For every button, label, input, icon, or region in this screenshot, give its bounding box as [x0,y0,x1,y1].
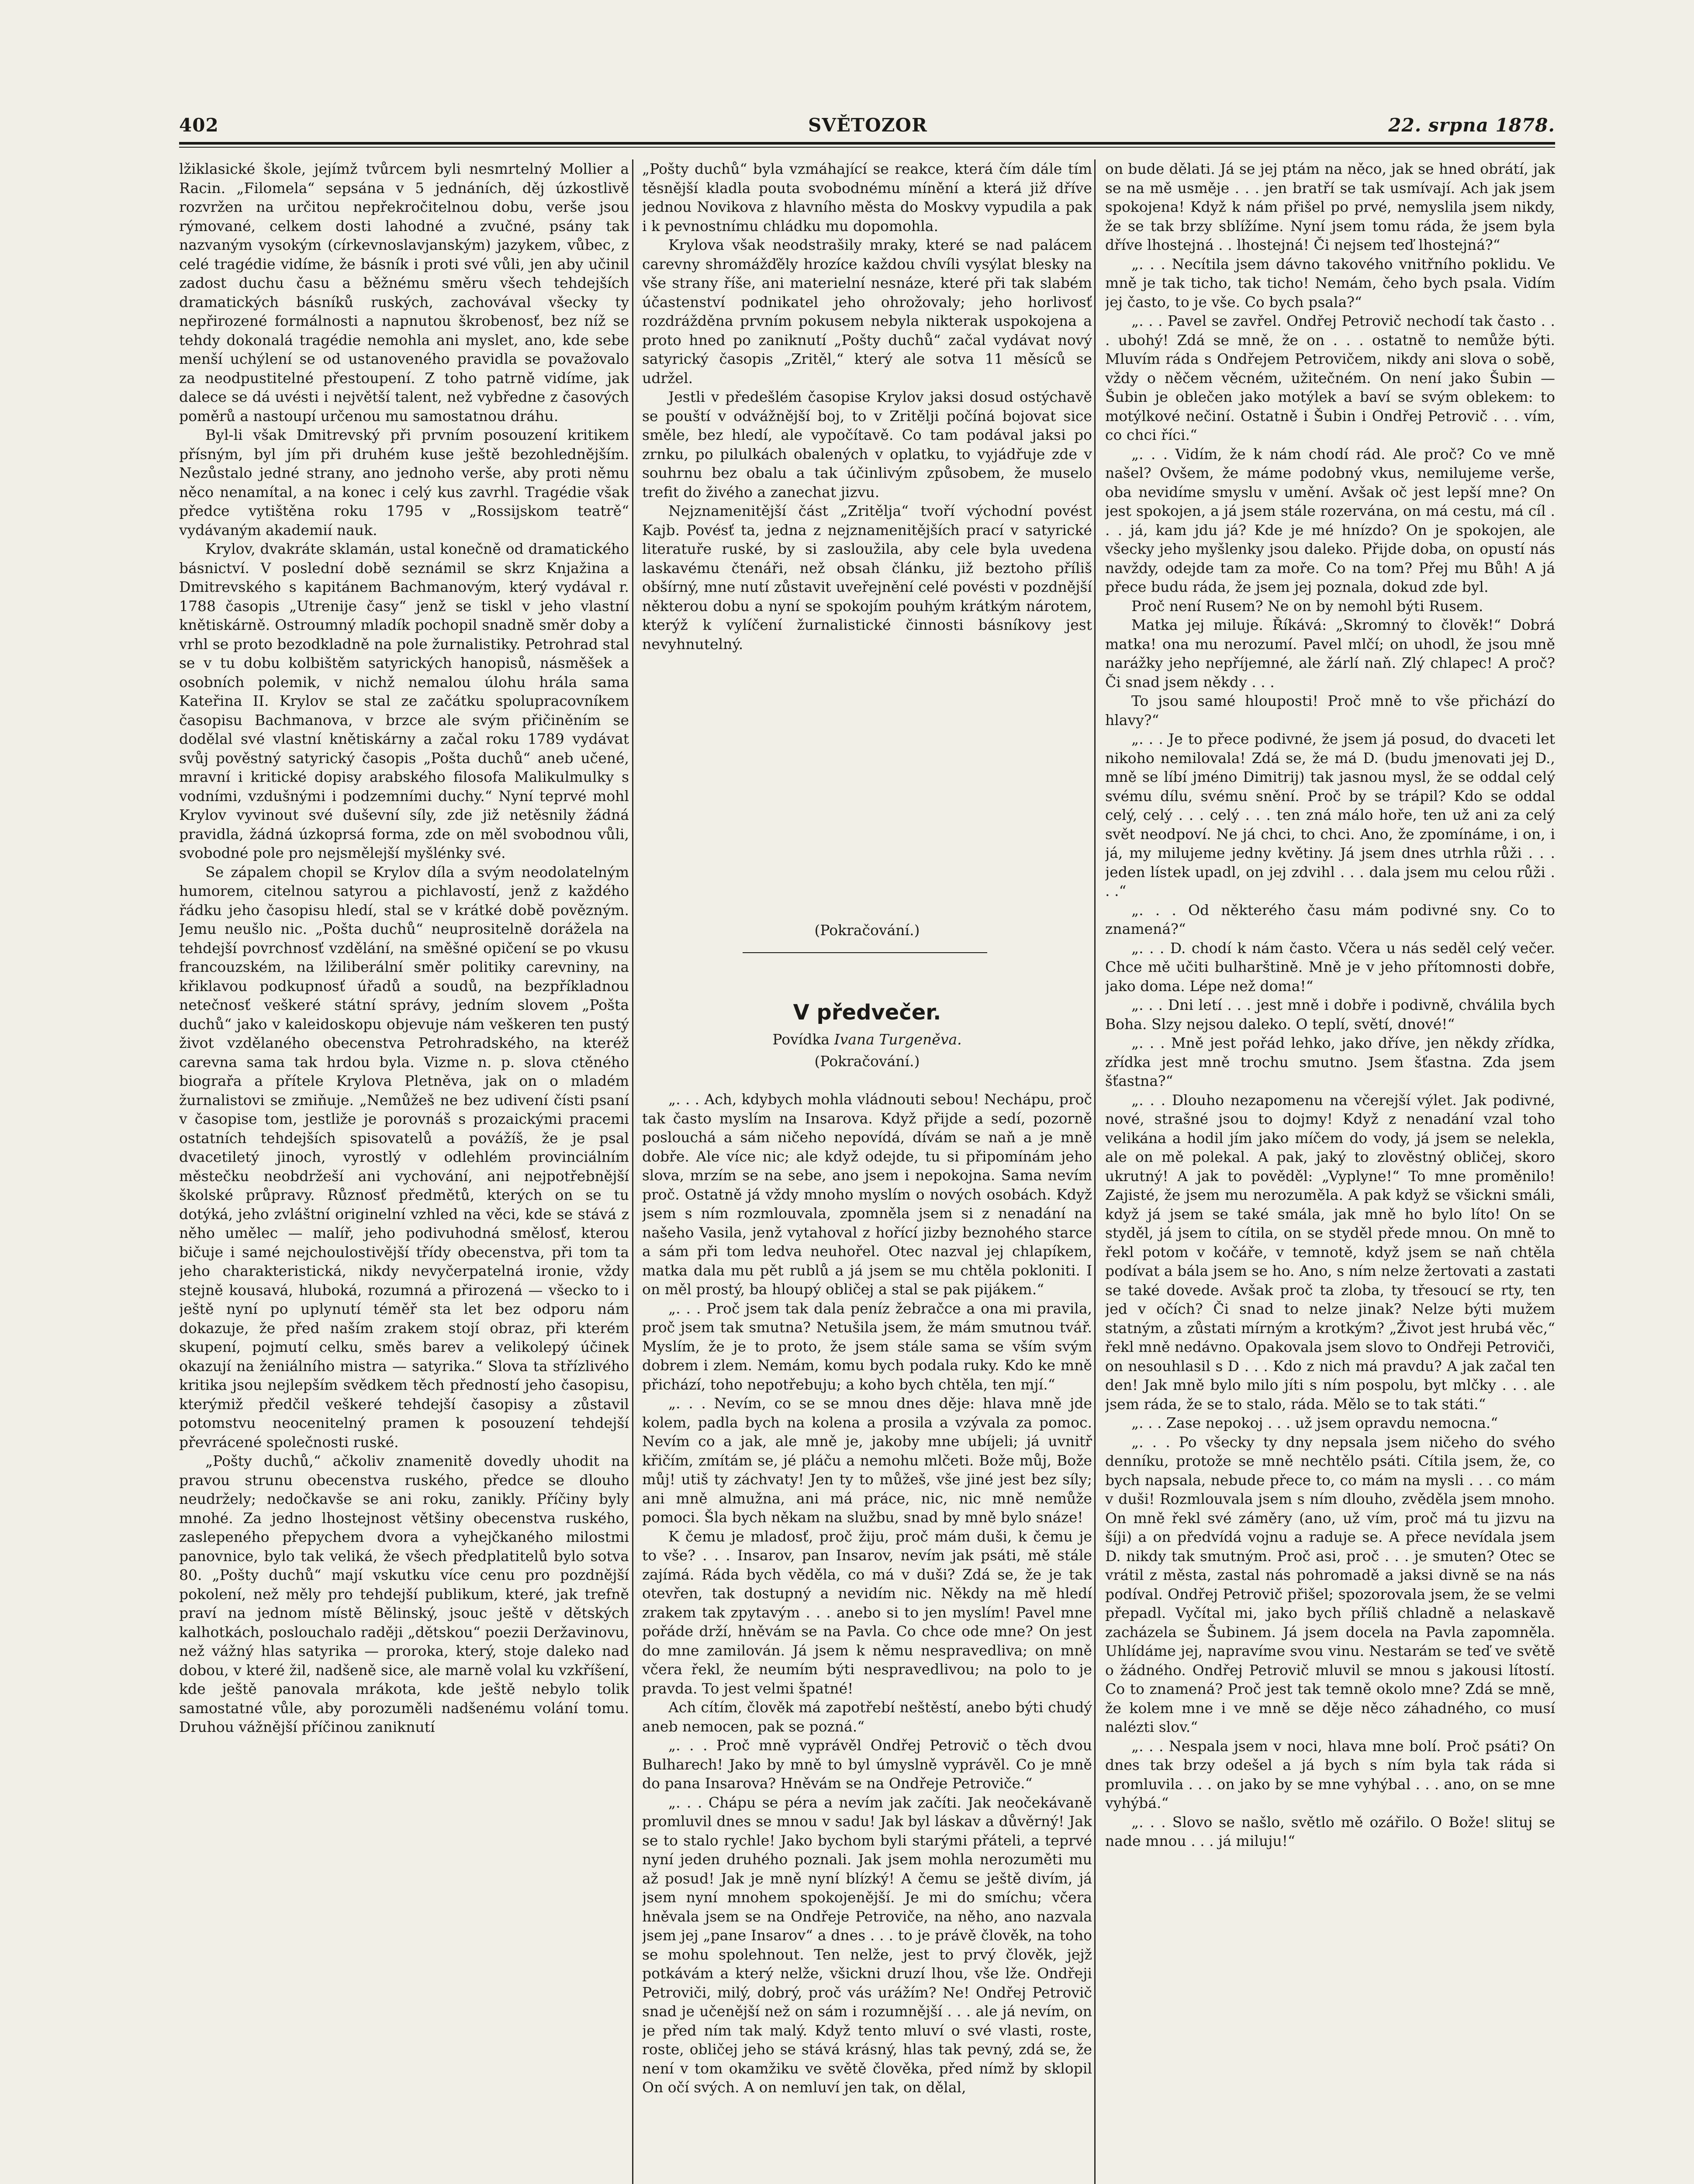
journal-title: SVĚTOZOR [808,114,927,136]
paragraph: Byl-li však Dmitrevský při prvním posouzení kritikem přísným, byl jím při druhém kuse ještě bezohlednějším. Nezůstalo jedné strany, ano jednoho verše, aby proti němu něco nenamítal, a na konec i celý kus zavrhl. Tragédie však předce vytištěna roku 1795 v „Rossijskom teatrě“ vydávaným akademií nauk. [179,426,629,539]
paragraph: „. . . Mně jest pořád lehko, jako dříve, jen někdy zřídka, zřídka jest mně trochu smutno. Jsem šťastna. Zda jsem šťastna?“ [1105,1034,1555,1089]
paragraph: K čemu je mladosť, proč žiju, proč mám duši, k čemu je to vše? . . . Insarov, pan Insarov, nevím jak psáti, mě stále zajímá. Ráda bych věděla, co má v duši? Zdá se, že je tak otevřen, tak dostupný a nevidím nic. Někdy na mě hledí zrakem tak zpytavým . . . anebo si to jen myslím! Pavel mne pořáde drží, hněvám se na Pavla. Co chce ode mne? On jest do mne zamilován. Já jsem k němu nespravedliva; on mně včera řekl, že neumím býti nespravedlivou; na polo to je pravda. To jest velmi špatné! [642,1527,1092,1697]
paragraph: Krylov, dvakráte sklamán, ustal konečně od dramatického básnictví. V poslední době seznámil se skrz Knjažina a Dmitrevského s kapitánem Bachmanovým, který vydával r. 1788 časopis „Utrenije časy“ jenž se tiskl v jeho vlastní knětiskárně. Ostroumný mladík pochopil snadně směr doby a vrhl se proto bezodkladně na pole žurnalistiky. Petrohrad stal se v tu dobu kolbištěm satyrických hanopisů, násměšek a osobních polemik, v nichž nemalou úlohu hrála sama Kateřina II. Krylov se stal ze začátku spolupracovníkem časopisu Bachmanova, v brzce ale svým přičiněním se dodělal své vlastní knětiskárny a začal roku 1789 vydávat svůj pověstný satyrický časopis „Pošta duchů“ aneb učené, mravní i kritické dopisy arabského filosofa Malikulmulky s vodními, vzdušnými i podzemními duchy.“ Nyní teprvé mohl Krylov vyvinout své duševní síly, zde již netěsnily žádná pravidla, žádná úzkoprsá forma, zde on měl svobodnou vůli, svobodné pole pro nejsmělejší myšlénky své. [179,540,629,861]
paragraph: „. . . Je to přece podivné, že jsem já posud, do dvaceti let nikoho nemilovala! Zdá se, že má D. (budu jmenovati jej D., mně se líbí jméno Dimitrij) tak jasnou mysl, že se oddal celý svému dílu, svému snění. Proč by se trápil? Kdo se oddal celý, celý . . . celý . . . ten zná málo hoře, ten už ani za celý svět neodpoví. Ne já chci, to chci. Ano, že zpomínáme, i on, i já, my milujeme jedny květiny. Já jsem dnes utrhla růži . . . jeden lístek upadl, on jej zdvihl . . . dala jsem mu celou růži . . .“ [1105,730,1555,899]
paragraph: „. . . D. chodí k nám často. Včera u nás seděl celý večer. Chce mě učiti bulharštině. Mně je v jeho přítomnosti dobře, jako doma. Lépe než doma!“ [1105,939,1555,995]
paragraph: „. . . Proč mně vyprávěl Ondřej Petrovič o těch dvou Bulharech! Jako by mně to byl úmyslně vyprávěl. Co je mně do pana Insarova? Hněvám se na Ondřeje Petroviče.“ [642,1737,1092,1792]
byline-prefix: Povídka [772,1031,834,1048]
header-rule-thick [179,142,1555,145]
paragraph: „. . . Necítila jsem dávno takového vnitřního poklidu. Ve mně je tak ticho, tak ticho! Nemám, čeho bych psala. Vidím jej často, to je vše. Co bych psala?“ [1105,255,1555,311]
paragraph: on bude dělati. Já se jej ptám na něco, jak se hned obrátí, jak se na mě usměje . . . jen bratří se tak usmívají. Ach jak jsem spokojena! Když k nám přišel po prvé, nemyslila jsem nikdy, že se tak brzy sblížíme. Nyní jsem tomu ráda, že jsem byla dříve lhostejná . . lhostejná! Či nejsem teď lhostejná?“ [1105,160,1555,253]
paragraph: Nejznamenitější část „Zritělja“ tvoří východní povést Kajb. Povésť ta, jedna z nejznamenitějších prací v satyrické literatuře ruské, by si zasloužila, aby cele byla uvedena laskavému čtenáři, než obsah článku, již beztoho příliš obšírný, mne nutí zůstavit uveřejnění celé povésti v pozdnější některou dobu a nyní se spokojím pouhým krátkým nárotem, kterýž k vylíčení žurnalistické činnosti básníkovy jest nevyhnutelný. [642,502,1092,653]
paragraph: „. . . Nespala jsem v noci, hlava mne bolí. Proč psáti? On dnes tak brzy odešel a já bych s ním byla tak ráda si promluvila . . . on jako by se mne vyhýbal . . . ano, on se mne vyhýbá.“ [1105,1737,1555,1811]
section-separator [743,952,987,953]
paragraph: „. . . Slovo se našlo, světlo mě ozářilo. O Bože! slituj se nade mnou . . . já miluju!“ [1105,1813,1555,1849]
header-rule-thin [179,147,1555,148]
story-byline [642,1031,1092,1048]
column-2-story [642,1090,1092,2184]
page-number: 402 [179,114,219,136]
page-header [179,114,1555,141]
paragraph: Ach cítím, člověk má zapotřebí neštěstí, anebo býti chudý aneb nemocen, pak se pozná.“ [642,1699,1092,1735]
paragraph: Se zápalem chopil se Krylov díla a svým neodolatelným humorem, citelnou satyrou a pichlavostí, jenž z každého řádku jeho časopisu hledí, stal se v krátké době povězným. Jemu neušlo nic. „Pošta duchů“ neuprositelně dorážela na tehdejší povrchnosť vzdělání, na směšné opičení se po vkusu francouzském, na lžiliberální směr politiky carevniny, na křiklavou podkupnosť úřadů a soudů, na bezpříkladnou netečnosť veškeré státní správy, jedním slovem „Pošta duchů“ jako v kaleidoskopu objevuje nám veškeren ten pustý život vzdělaného obecenstva Petrohradského, na kteréž carevna sama tak hrdou byla. Vizme n. p. slova ctěného biograřa a přítele Krylova Pletněva, jak on o mladém žurnalistovi se zmiňuje. „Nemůžeš ne bez udivení čísti psaní v časopise tom, jestliže je porovnáš s prozaickými pracemi ostatních tehdejších spisovatelů a povážíš, že je psal dvacetiletý jinoch, vyrostlý v odlehlém provinciálním městečku neobdržeší ani vychování, ani nejpotřebnější školské průpravy. Různosť předmětů, kterých on se tu dotýká, jeho zvláštní originelní vzhled na věci, kde se stává z něho umělec — malíř, jeho podivuhodná smělosť, kterou bičuje i samé nejchoulostivější třídy obecenstva, při tom ta jeho charakteristická, nikdy nevyčerpatelná ironie, vždy stejně kousavá, hluboká, rozumná a přirozená — všecko to i ještě nyní po uplynutí téměř sta let bez odporu nám dokazuje, že před naším zrakem stojí obraz, při kterém skupení, pojmutí celku, směs barev a velikolepý účinek okazují na ženiálního mistra — satyrika.“ Slova ta střízlivého kritika jsou nejlepším svědkem těch předností jeho časopisu, kterýmiž předčil veškeré tehdejší časopisy a zůstavil potomstvu neocenitelný pramen k posouzení tehdejší převrácené společnosti ruské. [179,863,629,1451]
paragraph: „. . . Vidím, že k nám chodí rád. Ale proč? Co ve mně našel? Ovšem, že máme podobný vkus, nemilujeme verše, oba nevidíme smyslu v umění. Avšak oč jest lepší mne? On jest spokojen, a já jsem stále rozervána, on má cestu, má cíl . . . já, kam jdu já? Kde je mé hnízdo? On je spokojen, ale všecky jeho myšlenky jsou daleko. Přijde doba, on opustí nás navždy, odejde tam za moře. Co na tom? Přej mu Bůh! A já přece budu ráda, že jsem jej poznala, dokud zde byl. [1105,445,1555,595]
column-divider [632,159,633,2184]
story-title: V předvečer. [793,1000,941,1025]
column-divider [1094,159,1096,2184]
paragraph: „. . . Chápu se péra a nevím jak začíti. Jak neočekávaně promluvil dnes se mnou v sadu! Jak byl láskav a důvěrný! Jak se to stalo rychle! Jako bychom byli starými přáteli, a teprvé nyní jeden druhého poznali. Jak jsem mohla nerozuměti mu až posud! Jak je mně nyní blízký! A čemu se ještě divím, já jsem nyní mnohem spokojenější. Je mi do smíchu; včera hněvala jsem se na Ondřeje Petroviče, na něho, ano nazvala jsem jej „pane Insarov“ a dnes . . . to je právě člověk, na toho se mohu spolehnout. Ten nelže, jest to prvý člověk, jejž potkávám a který nelže, všickni druzí lhou, vše lže. Ondřeji Petroviči, milý, dobrý, proč vás urážím? Ne! Ondřej Petrovič snad je učenější než on sám i rozumnější . . . ale já nevím, on je před ním tak malý. Když tento mluví o své vlasti, roste, roste, obličej jeho se stává krásný, hlas tak pevný, zdá se, že není v tom okamžiku ve světě člověka, před nímž by sklopil On očí svých. A on nemluví jen tak, on dělal, [642,1794,1092,2096]
paragraph: „. . . Dlouho nezapomenu na včerejší výlet. Jak podivné, nové, strašné jsou to dojmy! Když z nenadání vzal toho velikána a hodil jím jako míčem do vody, já jsem se nelekla, ale on mě polekal. A pak, jaký to zlověstný obličej, skoro ukrutný! A jak to pověděl: „Vyplyne!“ To mne proměnilo! Zajisté, že jsem mu nerozuměla. A pak když se všickni smáli, když já jsem se také smála, jak mně ho bylo líto! On se styděl, já jsem to cítila, on se styděl přede mnou. On mně to řekl potom v kočáře, v temnotě, když jsem se naň chtěla podívat a bála jsem se ho. Ano, s ním nelze žertovati a zastati se také dovede. Avšak proč ta zloba, ty třesoucí se rty, ten jed v očích? Či snad to nelze jinak? Nelze býti mužem statným, a zůstati mírným a krotkým? „Život jest hrubá věc,“ řekl mně nedávno. Opakovala jsem slovo to Ondřeji Petroviči, on nesouhlasil s D . . . Kdo z nich má pravdu? A jak začal ten den! Jak mně bylo milo jíti s ním pospolu, byt mlčky . . . ale jsem ráda, že se to stalo, ráda. Mělo se to tak státi.“ [1105,1091,1555,1413]
paragraph: Matka jej miluje. Říkává: „Skromný to člověk!“ Dobrá matka! ona mu nerozumí. Pavel mlčí; on uhodl, že jsou mně narážky jeho nepříjemné, ale žárlí naň. Zlý chlapec! A proč? Či snad jsem někdy . . . [1105,616,1555,691]
paragraph: „. . . Ach, kdybych mohla vládnouti sebou! Nechápu, proč tak často myslím na Insarova. Když přijde a sedí, pozorně poslouchá a sám ničeho nepovídá, dívám se naň a je mně dobře. Ale více nic; ale když odejde, tu si připomínám jeho slova, mrzím se na sebe, ano jsem i nepokojna. Sama nevím proč. Ostatně já vždy mnoho myslím o nových osobách. Když jsem s ním rozmlouvala, zpomněla jsem si z nenadání na našeho Vasila, jenž vytahoval z hořící jizby beznohého starce a sám při tom ledva neuhořel. Otec nazval jej chlapíkem, matka dala mu pět rublů a já jsem se mu chtěla pokloniti. I on měl prostý, ba hloupý obličej a stal se pak pijákem.“ [642,1091,1092,1298]
paragraph: „. . . Zase nepokoj . . . už jsem opravdu nemocna.“ [1131,1414,1498,1431]
paragraph: To jsou samé hlouposti! Proč mně to vše přichází do hlavy?“ [1105,692,1555,729]
story-author: Ivana Turgeněva. [834,1031,962,1048]
paragraph: „. . . Proč jsem tak dala peníz žebračce a ona mi pravila, proč jsem tak smutna? Netušila jsem, že mám smutnou tvář. Myslím, že je to proto, že jsem stále sama se vším svým dobrem i zlem. Nemám, komu bych podala ruky. Kdo ke mně přichází, toho nepotřebuju; a koho bych chtěla, ten mjí.“ [642,1299,1092,1393]
paragraph: „Pošty duchů“ byla vzmáhající se reakce, která čím dále tím těsnější kladla pouta svobodnému mínění a která již dříve jednou Novikova z hlavního města do Moskvy vypudila a pak i k pevnostnímu chládku mu dopomohla. [642,160,1092,235]
paragraph: „. . . Nevím, co se se mnou dnes děje: hlava mně jde kolem, padla bych na kolena a prosila a vzývala za pomoc. Nevím co a jak, ale mně je, jakoby mne ubíjeli; já uvnitř křičím, zmítám se, jé pláču a nemohu mlčeti. Bože můj, Bože můj! utiš ty záchvaty! Jen ty to můžeš, vše jiné jest bez síly; ani mně almužna, ani má práce, nic, nic mně nemůže pomoci. Šla bych někam na službu, snad by mně bylo snáze! [642,1395,1092,1526]
paragraph: „. . . Od některého času mám podivné sny. Co to znamená?“ [1105,901,1555,937]
paragraph: „. . . Dni letí . . . jest mně i dobře i podivně, chválila bych Boha. Slzy nejsou daleko. O teplí, světí, dnové!“ [1105,996,1555,1033]
paragraph: Proč není Rusem? Ne on by nemohl býti Rusem. [1131,597,1483,615]
paragraph: Krylova však neodstrašily mraky, které se nad palácem carevny shromážďěly hrozíce každou chvíli vysýlat blesky na vše strany říše, ani materielní nesnáze, které při tak slabém účastenství podnikatel jeho ohrožovaly; jeho horlivosť rozdrážděna prvním pokusem nebyla nikterak uspokojena a proto hned po zaniknutí „Pošty duchů“ začal vydávat nový satyrický časopis „Zritěl,“ který ale sotva 11 měsíců se udržel. [642,236,1092,387]
paragraph: lžiklasické škole, jejímž tvůrcem byli nesmrtelný Mollier a Racin. „Filomela“ sepsána v 5 jednáních, děj úzkostlivě rozvržen na určitou nepřekročitelnou dobu, verše jsou rýmované, celkem dosti lahodné a zvučné, psány tak nazvaným vysokým (církevnoslavjanským) jazykem, vůbec, z celé tragédie vidíme, že básník i proti své vůli, jen aby učinil zadost duchu času a běžnému směru všech tehdejších dramatických básníků ruských, zachovával všecky ty nepřirozené formálnosti a napnutou škrobenosť, bez níž se tehdy dokonalá tragédie nemohla ani myslet, ano, kde sebe menší uchýlení se od ustanoveného pravidla se považovalo za neodpustitelné přestoupení. Z toho patrně vidíme, jak dalece se dá uvésti i největší talent, než vybředne z časových poměrů a nastoupí určenou mu samostatnou dráhu. [179,160,629,425]
column-1 [179,159,629,2184]
paragraph: „. . . Pavel se zavřel. Ondřej Petrovič nechodí tak často . . . ubohý! Zdá se mně, že on . . . ostatně to nemůže býti. Mluvím ráda s Ondřejem Petrovičem, nikdy ani slova o sobě, vždy o něčem věcném, užitečném. On není jako Šubin — Šubin je oblečen jako motýlek a baví se svým oblekem: to motýlkové nečiní. Ostatně i Šubin i Ondřej Petrovič . . . vím, co chci říci.“ [1105,312,1555,443]
paragraph: „. . . Po všecky ty dny nepsala jsem ničeho do svého denníku, protože se mně nechtělo psáti. Cítila jsem, že, co bych napsala, nebude přece to, co mám na mysli . . . co mám v duši! Rozmlouvala jsem s ním dlouho, zvěděla jsem mnoho. On mně řekl své záměry (ano, už vím, proč má tu jizvu na šíji) a on předvídá vojnu a raduje se. A přece nevídala jsem D. nikdy tak smutným. Proč asi, proč . . . je smuten? Otec se vrátil z města, zastal nás pohromadě a jaksi divně se na nás podíval. Ondřej Petrovič přišel; spozorovala jsem, že se velmi přepadl. Vyčítal mi, jako bych příliš chladně a nelaskavě zacházela se Šubinem. Já jsem docela na Pavla zapomněla. Uhlídáme jej, napravíme svou vinu. Nestarám se teď ve světě o žádného. Ondřej Petrovič mluvil se mnou s jakousi lítostí. Co to znamená? Proč jest tak temně okolo mne? Zdá se mně, že kolem mne i ve mně se děje něco záhadného, co musí nalézti slov.“ [1105,1433,1555,1735]
issue-date: 22. srpna 1878. [1388,114,1555,136]
paragraph: „Pošty duchů,“ ačkoliv znamenitě dovedly uhodit na pravou strunu obecenstva ruského, předce se dlouho neudržely; nedočkavše se ani roku, zanikly. Příčiny byly mnohé. Za jedno lhostejnost většiny obecenstva ruského, zaslepeného přepychem dvora a vyhejčkaného milostmi panovnice, bylo tak veliká, že všech předplatitelů bylo sotva 80. „Pošty duchů“ mají vskutku více cenu pro pozdnější pokolení, než měly pro tehdejší publikum, které, jak trefně praví na jednom místě Bělinský, jsouc ještě v dětských kalhotkách, poslouchalo raději „dětskou“ poezii Deržavinovu, než vážný hlas satyrika — proroka, který, stoje daleko nad dobou, v které žil, nadšeně sice, ale marně volal ku vzkříšení, kde ještě panovala mrákota, kde ještě nebylo tolik samostatné vůle, aby porozuměli nadšenému volání tomu. Druhou vážnější příčinou zaniknutí [179,1452,629,1735]
column-3-story [1105,159,1555,2184]
paragraph: Jestli v předešlém časopise Krylov jaksi dosud ostýchavě se pouští v odvážnější boj, to v Zritělji počíná bojovat sice směle, bez hledí, ale vypočítavě. Co tam podával jaksi po zrnku, po pilulkách obalených v oplatku, to vyjádřuje zde v souhrnu bez obalu a tak účinlivým způsobem, že muselo trefit do živého a zanechat jizvu. [642,388,1092,501]
continuation-note: (Pokračování.) [814,922,920,939]
story-continued-note: (Pokračování.) [814,1053,920,1070]
